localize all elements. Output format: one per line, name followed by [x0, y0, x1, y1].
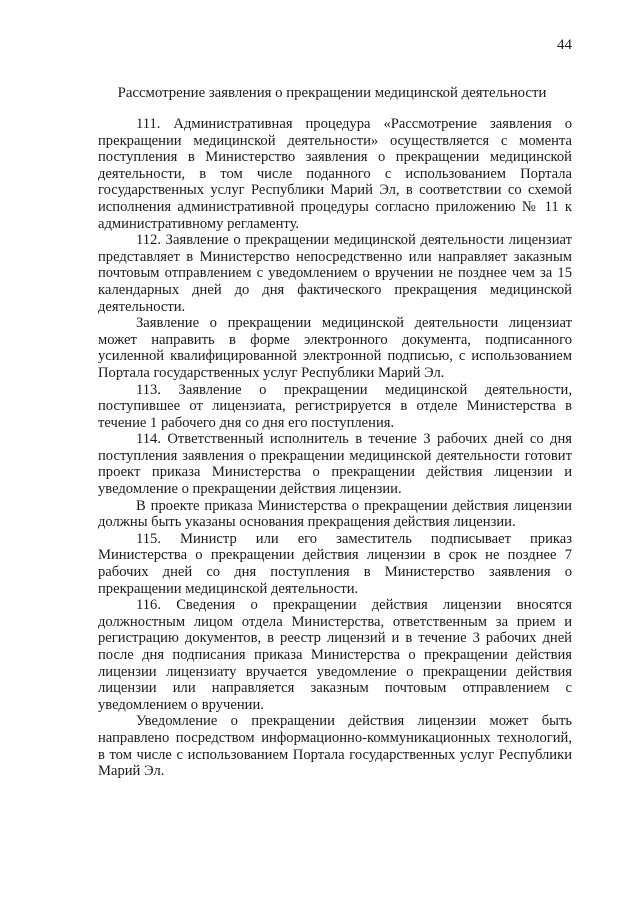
section-title: Рассмотрение заявления о прекращении медицинской деятельности: [117, 85, 547, 101]
paragraph-114: 114. Ответственный исполнитель в течение 3 рабочих дней со дня поступления заявления о прекращении медицинской деятельности готовит проект приказа Министерства о прекращении действия лицензии и уведомление о прекращении действия лицензии.: [98, 431, 572, 498]
paragraph-114-grounds: В проекте приказа Министерства о прекращении действия лицензии должны быть указаны основания прекращения действия лицензии.: [98, 497, 572, 531]
document-body: [98, 116, 572, 780]
paragraph-112-electronic: Заявление о прекращении медицинской деятельности лицензиат может направить в форме электронного документа, подписанного усиленной квалифицированной электронной подписью, с использованием Портала государственных услуг Республики Марий Эл.: [98, 315, 572, 381]
paragraph-112: 112. Заявление о прекращении медицинской деятельности лицензиат представляет в Министерство непосредственно или направляет заказным почтовым отправлением с уведомлением о вручении не позднее чем за 15 календарных дней до дня фактического прекращения медицинской деятельности.: [98, 232, 572, 315]
paragraph-116-notification: Уведомление о прекращении действия лицензии может быть направлено посредством информационно-коммуникационных технологий, в том числе с использованием Портала государственных услуг Республики Марий Эл.: [98, 713, 572, 780]
paragraph-113: 113. Заявление о прекращении медицинской деятельности, поступившее от лицензиата, регистрируется в отделе Министерства в течение 1 рабочего дня со дня его поступления.: [98, 381, 572, 431]
paragraph-111: 111. Административная процедура «Рассмотрение заявления о прекращении медицинской деятельности» осуществляется с момента поступления в Министерство заявления о прекращении медицинской деятельности, в том числе поданного с использованием Портала государственных услуг Республики Марий Эл, в соответствии со схемой исполнения административной процедуры согласно приложению № 11 к административному регламенту.: [98, 116, 572, 232]
paragraph-116: 116. Сведения о прекращении действия лицензии вносятся должностным лицом отдела Министерства, ответственным за прием и регистрацию документов, в реестр лицензий и в течение 3 рабочих дней после дня подписания приказа Министерства о прекращении действия лицензии лицензиату вручается уведомление о прекращении действия лицензии или направляется заказным почтовым отправлением с уведомлением о вручении.: [98, 597, 572, 713]
paragraph-115: 115. Министр или его заместитель подписывает приказ Министерства о прекращении действия лицензии в срок не позднее 7 рабочих дней со дня поступления в Министерство заявления о прекращении медицинской деятельности.: [98, 530, 572, 597]
page-number: 44: [557, 37, 572, 53]
